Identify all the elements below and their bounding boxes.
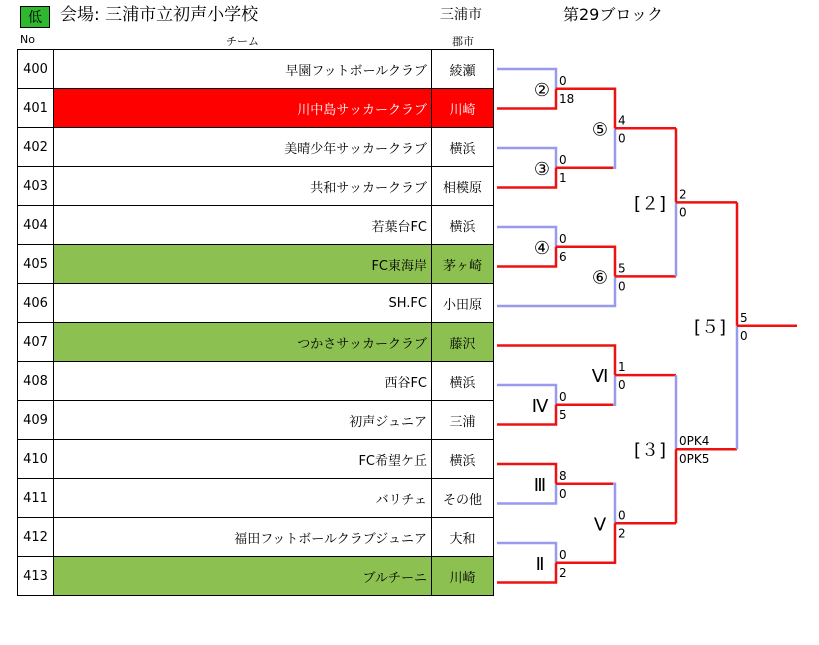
m5-score-bottom: 0 (618, 131, 626, 146)
team-no: 405 (18, 245, 54, 284)
team-name: 若葉台FC (54, 206, 432, 245)
team-name: FC東海岸 (54, 245, 432, 284)
team-city: 横浜 (432, 206, 494, 245)
team-no: 401 (18, 89, 54, 128)
team-city: 三浦 (432, 401, 494, 440)
mIII-score-top: 8 (559, 468, 567, 483)
team-city: 横浜 (432, 128, 494, 167)
team-no: 412 (18, 518, 54, 557)
team-name: 西谷FC (54, 362, 432, 401)
venue-title: 会場: 三浦市立初声小学校 (60, 5, 259, 25)
m5-bottom-line (613, 128, 615, 168)
mIV-label: Ⅳ (531, 395, 549, 417)
team-name: 初声ジュニア (54, 401, 432, 440)
level-badge: 低 (20, 6, 50, 28)
mII-top-line (497, 543, 556, 563)
mIV-score-bottom: 5 (559, 407, 567, 422)
mIII-top-line (497, 464, 556, 484)
mII-label: Ⅱ (535, 553, 545, 575)
team-name: 福田フットボールクラブジュニア (54, 518, 432, 557)
team-city: その他 (432, 479, 494, 518)
mVI-bottom-line (613, 375, 615, 405)
team-name: バリチェ (54, 479, 432, 518)
m6-score-bottom: 0 (618, 279, 626, 294)
f5-score-bottom: 0 (740, 328, 748, 343)
team-no: 402 (18, 128, 54, 167)
team-name: つかさサッカークラブ (54, 323, 432, 362)
m4-score-bottom: 6 (559, 249, 567, 264)
m6-bottom-line (613, 276, 615, 306)
m6-score-top: 5 (618, 261, 626, 276)
team-name: 川中島サッカークラブ (54, 89, 432, 128)
m5-score-top: 4 (618, 113, 626, 128)
team-no: 403 (18, 167, 54, 206)
team-city: 相模原 (432, 167, 494, 206)
mV-score-bottom: 2 (618, 526, 626, 541)
m5-top-line (613, 89, 615, 129)
mIV-score-top: 0 (559, 389, 567, 404)
team-no: 406 (18, 284, 54, 323)
col-header-team: チーム (226, 35, 259, 48)
team-city: 川崎 (432, 89, 494, 128)
col-header-no: No (20, 33, 35, 46)
mII-score-bottom: 2 (559, 565, 567, 580)
team-name: FC希望ケ丘 (54, 440, 432, 479)
mV-top-line (613, 484, 615, 524)
team-no: 404 (18, 206, 54, 245)
mII-bottom-line (497, 563, 556, 583)
mVI-score-bottom: 0 (618, 378, 626, 393)
team-city: 大和 (432, 518, 494, 557)
team-city: 藤沢 (432, 323, 494, 362)
mIII-label: Ⅲ (533, 474, 547, 496)
m4-label: ④ (533, 237, 551, 259)
team-no: 409 (18, 401, 54, 440)
m5-label: ⑤ (591, 119, 609, 141)
team-no: 407 (18, 323, 54, 362)
team-no: 411 (18, 479, 54, 518)
s2-label: [２] (633, 193, 667, 215)
mV-label: Ⅴ (593, 514, 607, 536)
mII-score-top: 0 (559, 547, 567, 562)
team-name: 共和サッカークラブ (54, 167, 432, 206)
f5-score-top: 5 (740, 310, 748, 325)
team-city: 川崎 (432, 557, 494, 596)
s2-score-bottom: 0 (679, 205, 687, 220)
m3-label: ③ (533, 158, 551, 180)
m6-top-line (613, 247, 615, 277)
team-name: SH.FC (54, 284, 432, 323)
mVI-label: Ⅵ (591, 366, 609, 388)
s3-score-bottom: 0PK5 (679, 452, 710, 467)
mIII-score-bottom: 0 (559, 486, 567, 501)
host-city: 三浦市 (440, 7, 482, 23)
team-no: 410 (18, 440, 54, 479)
m2-score-top: 0 (559, 73, 567, 88)
block-title: 第29ブロック (563, 5, 664, 24)
m6-label: ⑥ (591, 267, 609, 289)
s3-score-top: 0PK4 (679, 434, 710, 449)
m2-label: ② (533, 79, 551, 101)
mVI-top-line (613, 346, 615, 376)
team-name: ブルチーニ (54, 557, 432, 596)
mVI-score-top: 1 (618, 360, 626, 375)
team-city: 小田原 (432, 284, 494, 323)
team-name: 美晴少年サッカークラブ (54, 128, 432, 167)
team-name: 早園フットボールクラブ (54, 50, 432, 89)
mV-score-top: 0 (618, 508, 626, 523)
team-no: 400 (18, 50, 54, 89)
team-no: 408 (18, 362, 54, 401)
team-no: 413 (18, 557, 54, 596)
s3-label: [３] (633, 440, 667, 462)
team-city: 横浜 (432, 362, 494, 401)
team-city: 茅ヶ崎 (432, 245, 494, 284)
team-city: 横浜 (432, 440, 494, 479)
col-header-city: 郡市 (452, 35, 474, 48)
m4-score-top: 0 (559, 231, 567, 246)
mIII-bottom-line (497, 484, 556, 504)
mV-bottom-line (613, 523, 615, 563)
m2-score-bottom: 18 (559, 91, 575, 106)
m3-score-top: 0 (559, 152, 567, 167)
f5-label: [５] (693, 316, 727, 338)
s2-score-top: 2 (679, 187, 687, 202)
team-city: 綾瀬 (432, 50, 494, 89)
m3-score-bottom: 1 (559, 170, 567, 185)
